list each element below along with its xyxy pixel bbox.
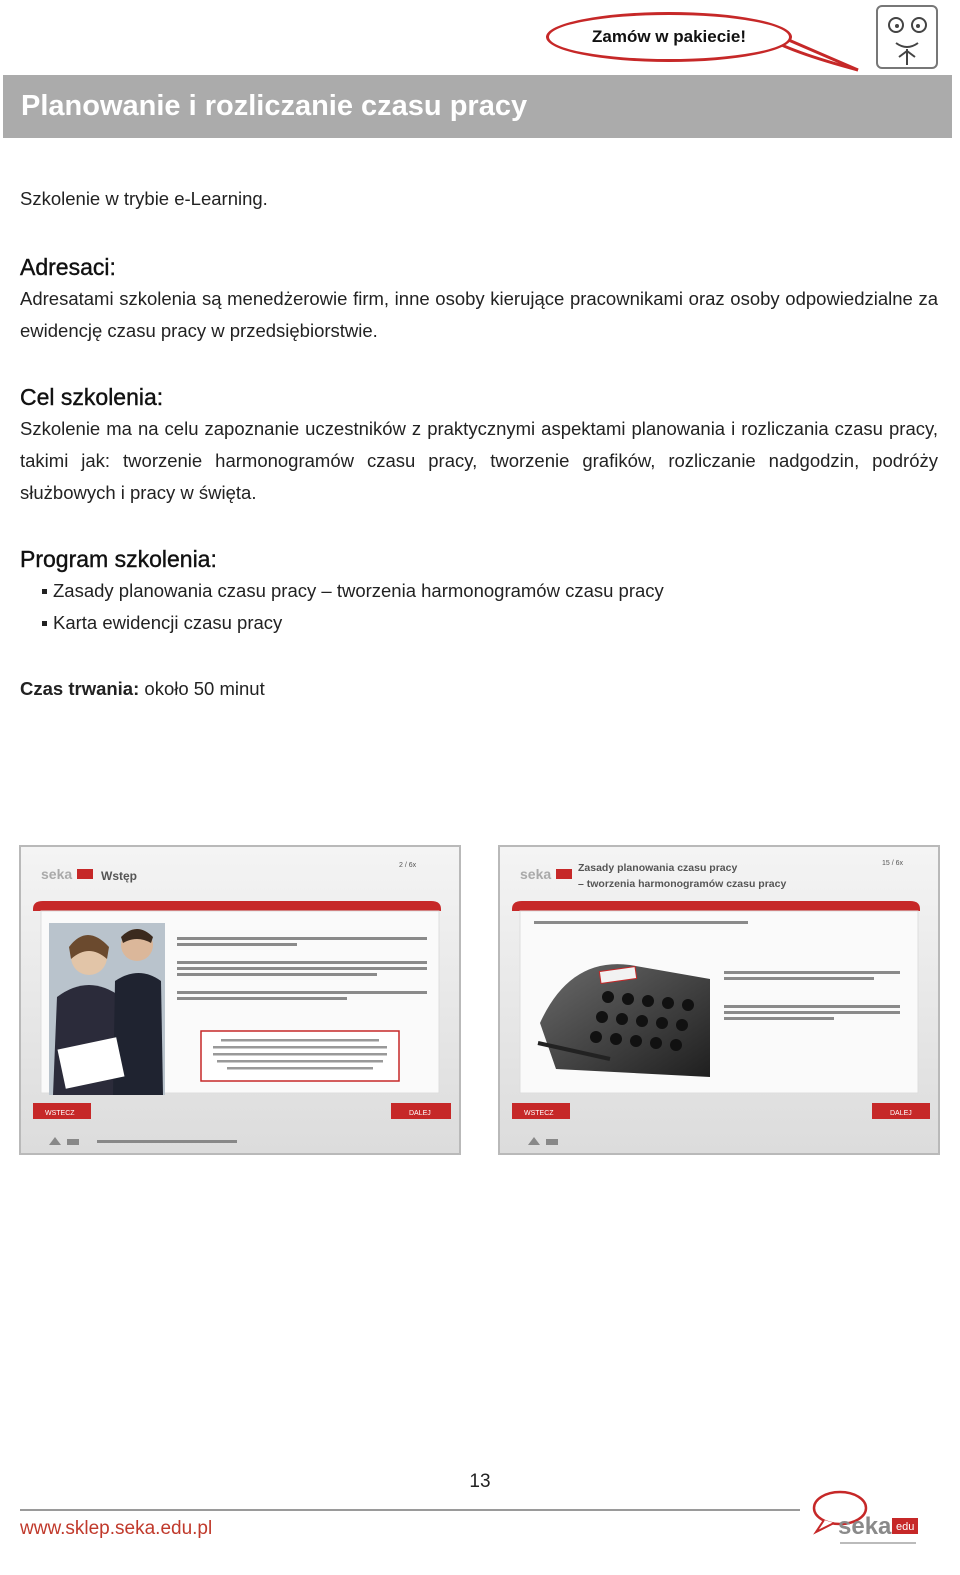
screenshot-title-line2: – tworzenia harmonogramów czasu pracy <box>578 878 787 890</box>
footer-divider <box>20 1509 800 1511</box>
screenshot-logo: seka <box>520 866 552 882</box>
course-description <box>20 183 938 705</box>
duration-label: Czas trwania: <box>20 678 140 699</box>
screenshot-counter: 15 / 6x <box>882 860 904 867</box>
screenshot-logo-badge <box>556 869 572 879</box>
next-button-label: DALEJ <box>409 1110 431 1117</box>
screenshot-logo: seka <box>41 866 73 882</box>
duration-value: około 50 minut <box>144 678 265 699</box>
back-button-label: WSTECZ <box>524 1110 554 1117</box>
promo-bubble-text: Zamów w pakiecie! <box>592 27 746 46</box>
course-screenshot-planning <box>498 845 940 1155</box>
program-item: Zasady planowania czasu pracy – tworzenia harmonogramów czasu pracy <box>53 575 938 607</box>
back-button-label: WSTECZ <box>45 1110 75 1117</box>
mascot-icon <box>876 5 938 69</box>
addressees-text: Adresatami szkolenia są menedżerowie firm, inne osoby kierujące pracownikami oraz osoby odpowiedzialne za ewidencję czasu pracy w przedsiębiorstwie. <box>20 288 938 341</box>
course-screenshot-intro <box>19 845 461 1155</box>
program-list <box>20 575 938 639</box>
screenshot-logo-badge <box>77 869 93 879</box>
goal-heading: Cel szkolenia: <box>20 384 164 410</box>
addressees-heading: Adresaci: <box>20 254 116 280</box>
footer-url-link[interactable]: www.sklep.seka.edu.pl <box>20 1518 213 1539</box>
duration <box>20 673 938 705</box>
screenshot-title-line1: Zasady planowania czasu pracy <box>578 862 738 874</box>
seka-logo-text: seka <box>838 1513 892 1540</box>
program-item: Karta ewidencji czasu pracy <box>53 607 938 639</box>
title-bar <box>3 75 952 138</box>
screenshot-title: Wstęp <box>101 869 137 883</box>
page-number: 13 <box>469 1471 491 1492</box>
print-icon[interactable] <box>546 1139 558 1145</box>
goal-text: Szkolenie ma na celu zapoznanie uczestników z praktycznymi aspektami planowania i rozliczania czasu pracy, takimi jak: tworzenie harmonogramów czasu pracy, tworzenie grafików, rozliczanie nadgodzin, podróży służbowych i pracy w święta. <box>20 418 938 503</box>
print-icon[interactable] <box>67 1139 79 1145</box>
page-title: Planowanie i rozliczanie czasu pracy <box>21 90 528 122</box>
seka-logo <box>810 1486 930 1554</box>
next-button-label: DALEJ <box>890 1110 912 1117</box>
program-heading: Program szkolenia: <box>20 546 217 572</box>
promo-bubble[interactable] <box>546 12 792 62</box>
screenshot-counter: 2 / 6x <box>399 862 417 869</box>
seka-logo-badge: edu <box>896 1521 915 1533</box>
intro-text: Szkolenie w trybie e-Learning. <box>20 188 268 209</box>
